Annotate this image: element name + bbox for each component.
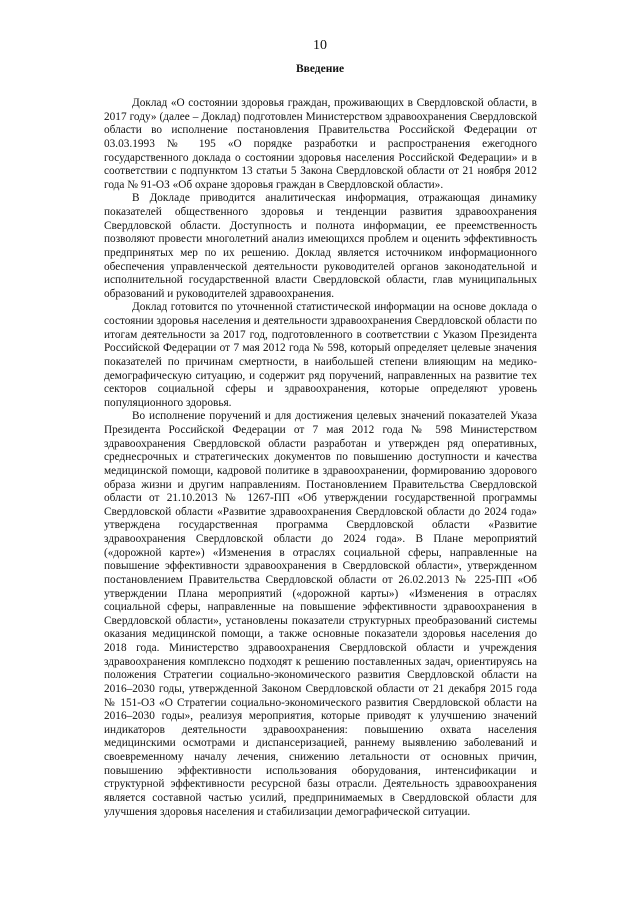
page-number: 10 (313, 38, 327, 53)
section-heading: Введение (295, 63, 345, 75)
paragraph-2: В Докладе приводится аналитическая информация, отражающая динамику показателей общественного здоровья и тенденции развития здравоохранения Свердловской области. Доступность и полнота информации, ее преемственность позволяют провести многолетний анализ имеющихся проблем и оценить эффективность предпринятых мер по их решению. Доклад является источником информационного обеспечения управленческой деятельности руководителей органов законодательной и исполнительной государственной власти Свердловской области, глав муниципальных образований и руководителей здравоохранения. (104, 192, 537, 300)
paragraph-3: Доклад готовится по уточненной статистической информации на основе доклада о состоянии здоровья населения и деятельности здравоохранения Свердловской области по итогам деятельности за 2017 год, подготовленного в соответствии с Указом Президента Российской Федерации от 7 мая 2012 года № 598, который определяет целевые значения показателей по причинам смертности, в наибольшей степени влияющим на медико-демографическую ситуацию, и содержит ряд поручений, направленных на развитие тех секторов социальной сферы и здравоохранения, которые определяют уровень популяционного здоровья. (104, 301, 537, 409)
paragraph-1: Доклад «О состоянии здоровья граждан, проживающих в Свердловской области, в 2017 году» (далее – Доклад) подготовлен Министерством здравоохранения Свердловской области во исполнение постановления Правительства Российской Федерации от 03.03.1993 № 195 «О порядке разработки и распространения ежегодного государственного доклада о состоянии здоровья населения Российской Федерации» и в соответствии с подпунктом 13 статьи 5 Закона Свердловской области от 21 ноября 2012 года № 91-ОЗ «Об охране здоровья граждан в Свердловской области». (104, 97, 537, 191)
paragraph-4: Во исполнение поручений и для достижения целевых значений показателей Указа Президента Российской Федерации от 7 мая 2012 года № 598 Министерством здравоохранения Свердловской области разработан и утвержден ряд оперативных, среднесрочных и стратегических документов по повышению доступности и качества медицинской помощи, кадровой политике в здравоохранении, формированию здорового образа жизни и другим направлениям. Постановлением Правительства Свердловской области от 21.10.2013 № 1267-ПП «Об утверждении государственной программы Свердловской области «Развитие здравоохранения Свердловской области до 2024 года» утверждена государственная программа Свердловской области «Развитие здравоохранения Свердловской области до 2024 года». В Плане мероприятий («дорожной карте») «Изменения в отраслях социальной сферы, направленные на повышение эффективности здравоохранения в Свердловской области», утвержденном постановлением Правительства Свердловской области от 26.02.2013 № 225-ПП «Об утверждении Плана мероприятий («дорожной карты») «Изменения в отраслях социальной сферы, направленные на повышение эффективности здравоохранения в Свердловской области», установлены показатели структурных преобразований системы оказания медицинской помощи, а также основные показатели здоровья населения до 2018 года. Министерство здравоохранения Свердловской области и учреждения здравоохранения комплексно подходят к решению поставленных задач, ориентируясь на положения Стратегии социально-экономического развития Свердловской области на 2016–2030 годы, утвержденной Законом Свердловской области от 21 декабря 2015 года № 151-ОЗ «О Стратегии социально-экономического развития Свердловской области на 2016–2030 годы», реализуя мероприятия, которые приводят к улучшению значений индикаторов деятельности здравоохранения: повышению охвата населения медицинскими осмотрами и диспансеризацией, раннему выявлению заболеваний и своевременному началу лечения, снижению летальности от основных причин, повышению эффективности использования оборудования, интенсификации и структурной эффективности ресурсной базы отрасли. Деятельность здравоохранения является составной частью усилий, предпринимаемых в Свердловской области для улучшения здоровья населения и стабилизации демографической ситуации. (104, 410, 537, 818)
body-text (104, 97, 537, 819)
